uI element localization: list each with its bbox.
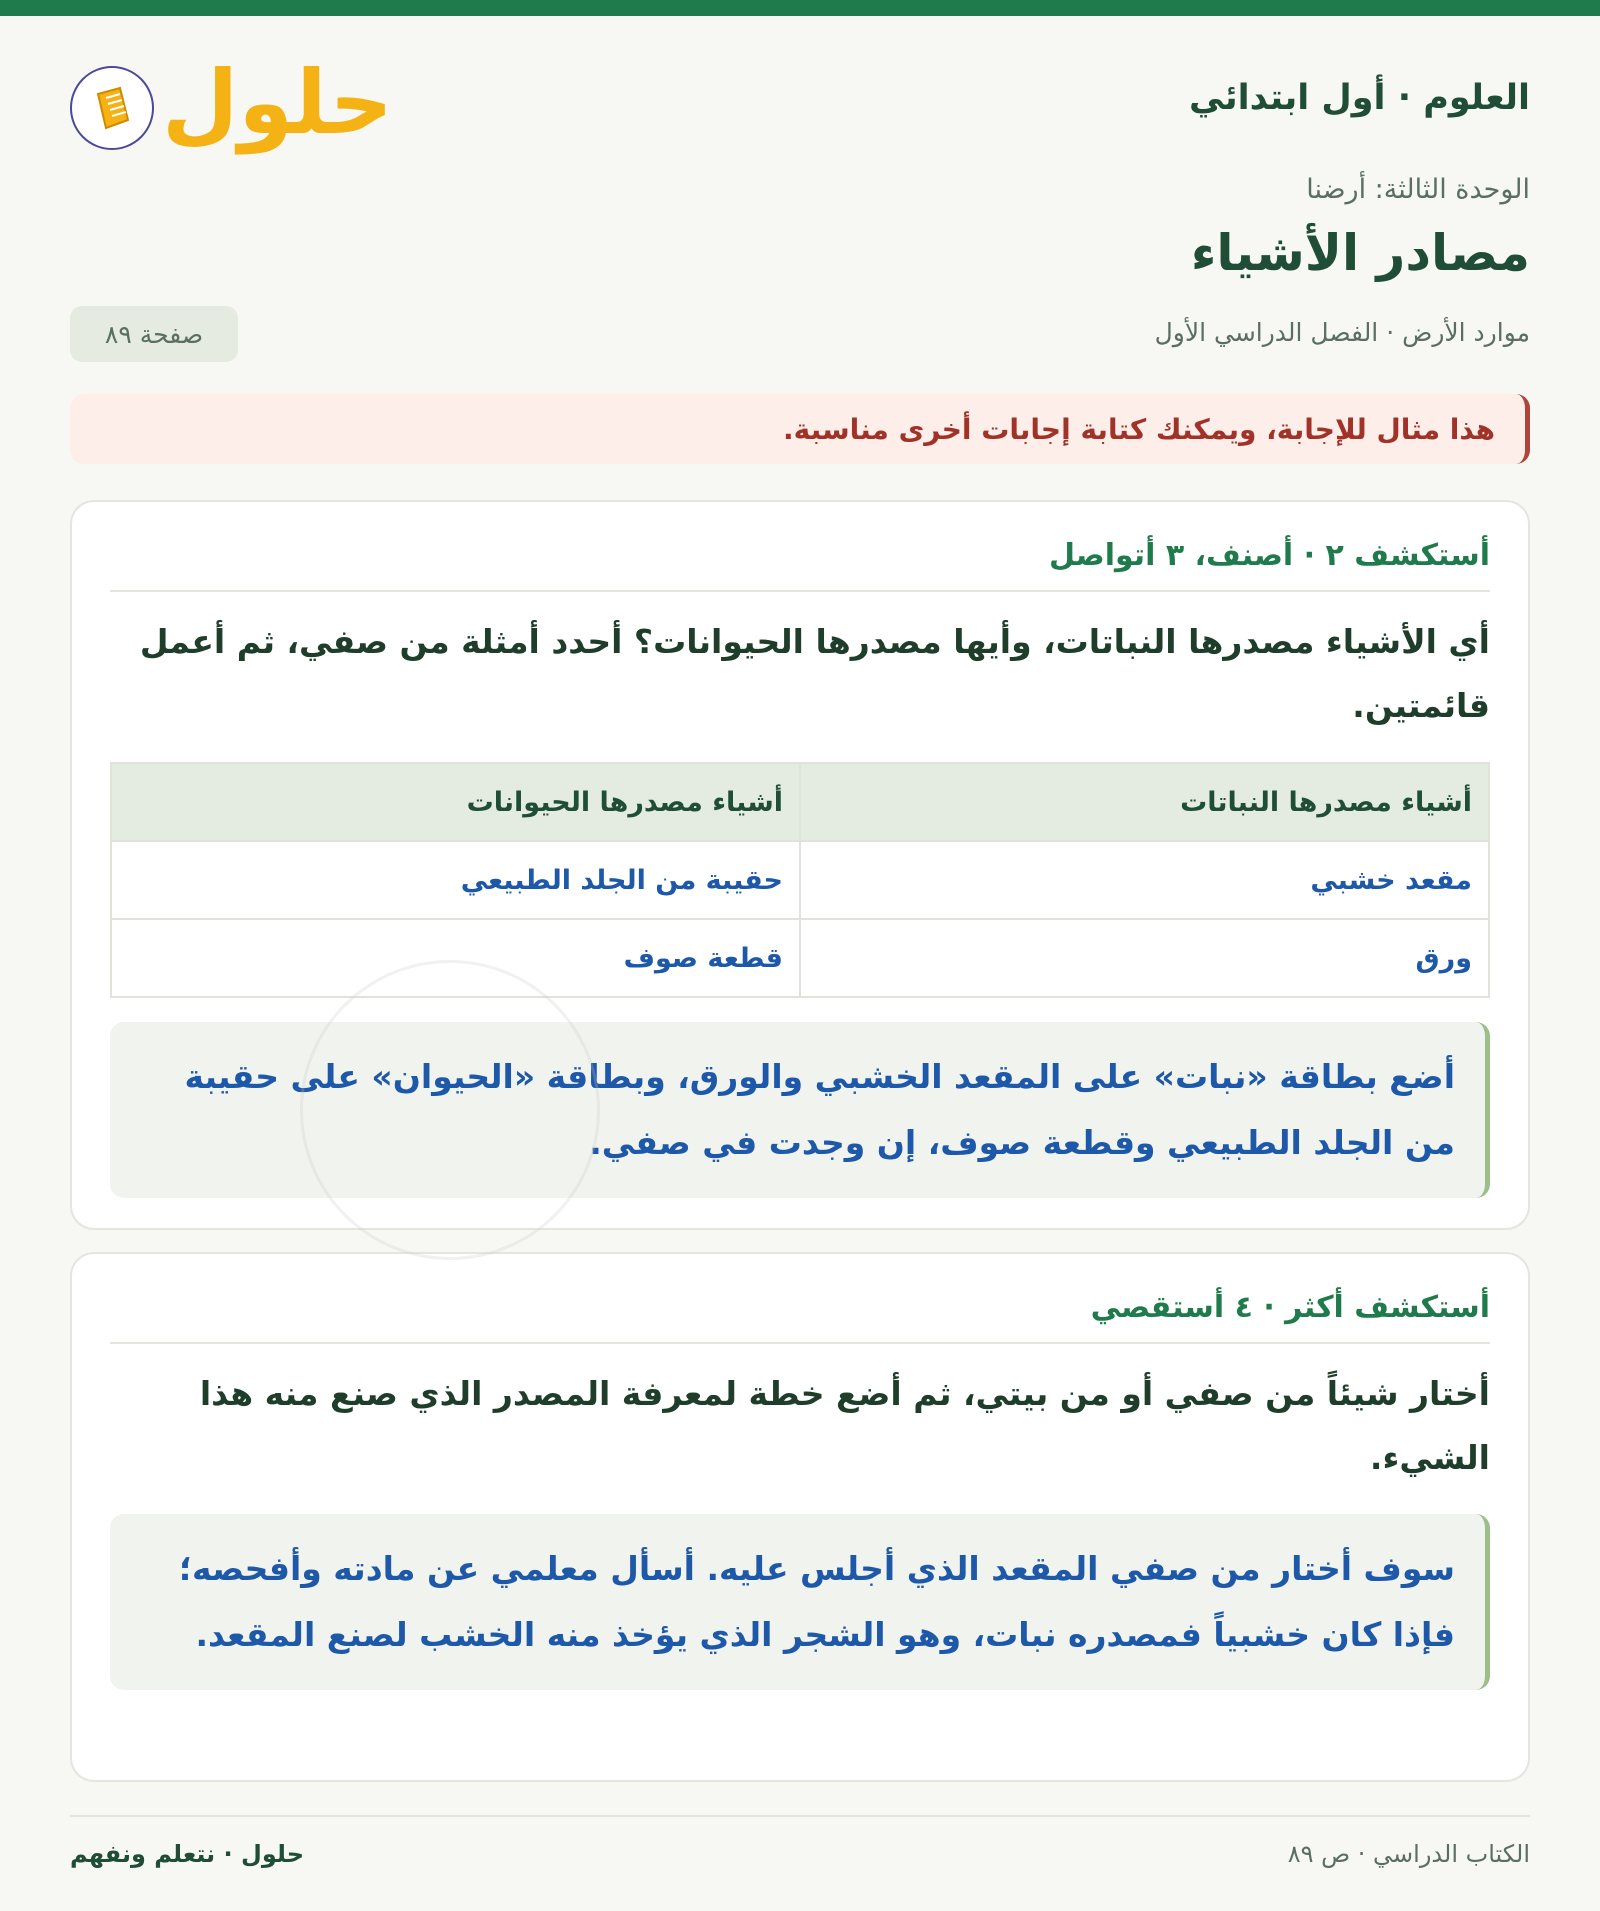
page-badge: صفحة ٨٩ bbox=[70, 306, 238, 362]
table-cell: مقعد خشبي bbox=[800, 841, 1489, 919]
table-row bbox=[111, 919, 1489, 997]
explore-card-1 bbox=[70, 500, 1530, 1230]
card-heading: أستكشف أكثر · ٤ أستقصي bbox=[110, 1254, 1490, 1344]
table-row bbox=[111, 841, 1489, 919]
explore-card-2 bbox=[70, 1252, 1530, 1782]
table-header-animals: أشياء مصدرها الحيوانات bbox=[111, 763, 800, 841]
classification-table bbox=[110, 762, 1490, 998]
logo-wordmark: حلول bbox=[162, 51, 393, 154]
course-title: العلوم · أول ابتدائي bbox=[1189, 78, 1530, 118]
answer-note: هذا مثال للإجابة، ويمكنك كتابة إجابات أخرى مناسبة. bbox=[70, 394, 1530, 464]
footer-book-ref: الكتاب الدراسي · ص ٨٩ bbox=[1287, 1840, 1530, 1868]
table-cell: حقيبة من الجلد الطبيعي bbox=[111, 841, 800, 919]
table-header-row bbox=[111, 763, 1489, 841]
answer-box: أضع بطاقة «نبات» على المقعد الخشبي والورق، وبطاقة «الحيوان» على حقيبة من الجلد الطبيعي وقطعة صوف، إن وجدت في صفي. bbox=[110, 1022, 1490, 1198]
table-cell: قطعة صوف bbox=[111, 919, 800, 997]
table-cell: ورق bbox=[800, 919, 1489, 997]
site-logo[interactable] bbox=[70, 48, 393, 158]
footer-brand[interactable]: حلول · نتعلم ونفهم bbox=[70, 1840, 304, 1868]
card-heading: أستكشف ٢ · أصنف، ٣ أتواصل bbox=[110, 502, 1490, 592]
question-text: أختار شيئاً من صفي أو من بيتي، ثم أضع خطة لمعرفة المصدر الذي صنع منه هذا الشيء. bbox=[199, 1374, 1490, 1477]
top-accent-bar bbox=[0, 0, 1600, 16]
question-text: أي الأشياء مصدرها النباتات، وأيها مصدرها الحيوانات؟ أحدد أمثلة من صفي، ثم أعمل قائمتين. bbox=[139, 622, 1490, 725]
lesson-title: مصادر الأشياء bbox=[1190, 224, 1530, 282]
page-header bbox=[70, 48, 1530, 158]
book-icon bbox=[70, 66, 154, 150]
answer-box: سوف أختار من صفي المقعد الذي أجلس عليه. أسأل معلمي عن مادته وأفحصه؛ فإذا كان خشبياً فمصدره نبات، وهو الشجر الذي يؤخذ منه الخشب لصنع المقعد. bbox=[110, 1514, 1490, 1690]
lesson-subline: موارد الأرض · الفصل الدراسي الأول bbox=[1154, 318, 1530, 347]
footer-divider bbox=[70, 1815, 1530, 1817]
table-header-plants: أشياء مصدرها النباتات bbox=[800, 763, 1489, 841]
unit-label: الوحدة الثالثة: أرضنا bbox=[1306, 174, 1530, 205]
